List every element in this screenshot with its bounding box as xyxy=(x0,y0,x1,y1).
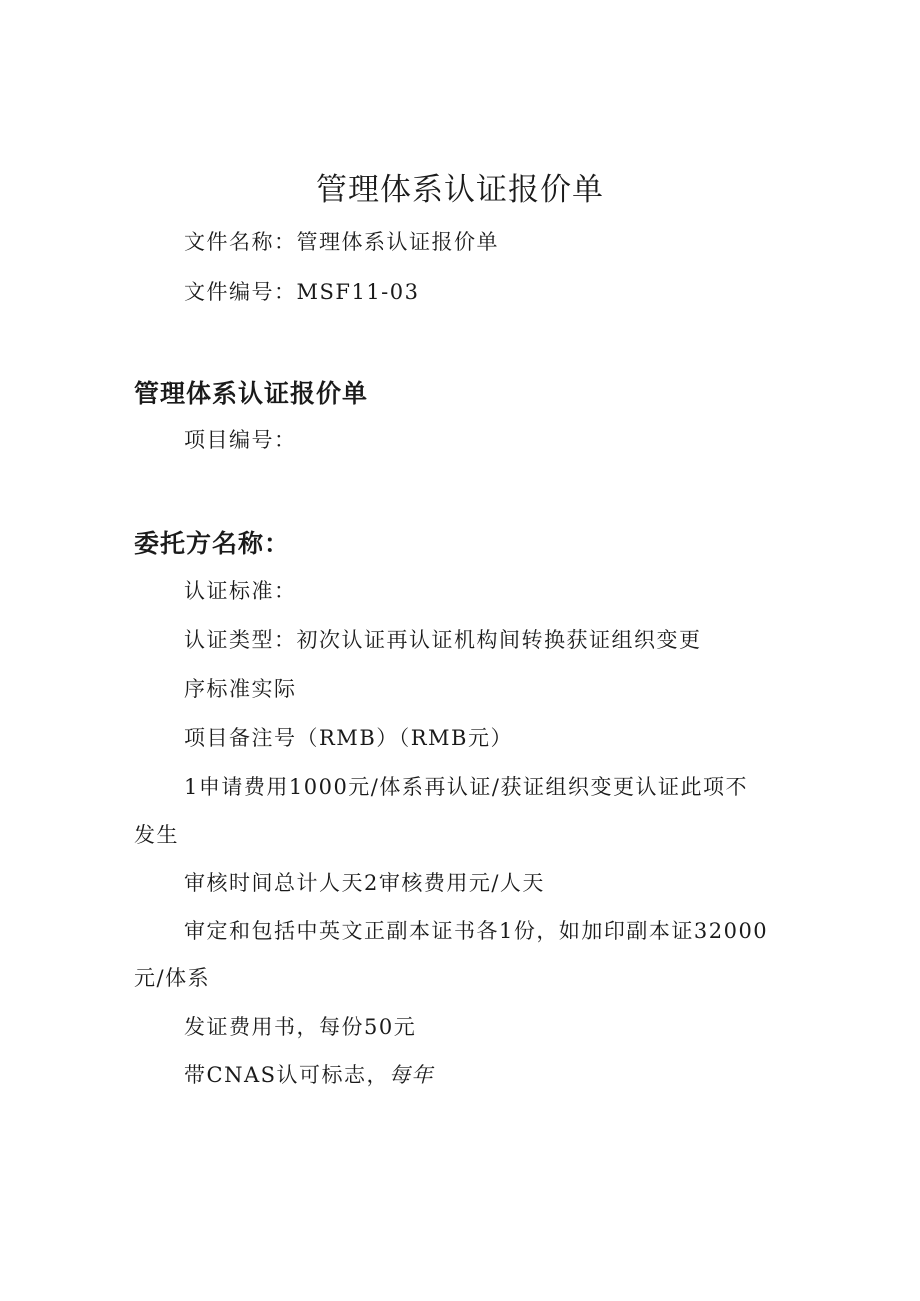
cnas-line-main: 带CNAS认可标志， xyxy=(184,1063,389,1087)
issue-fee-line: 发证费用书，每份50元 xyxy=(184,1015,417,1039)
cnas-line xyxy=(184,1060,434,1090)
certificate-line: 审定和包括中英文正副本证书各1份，如加印副本证32000 xyxy=(184,919,769,943)
certification-standard-line: 认证标准： xyxy=(184,579,297,603)
quote-section-heading: 管理体系认证报价单 xyxy=(134,379,369,408)
certification-type-line: 认证类型：初次认证再认证机构间转换获证组织变更 xyxy=(184,628,702,652)
file-number-line: 文件编号：MSF11-03 xyxy=(184,280,420,304)
application-fee-continuation: 发生 xyxy=(134,823,179,847)
document-title: 管理体系认证报价单 xyxy=(316,172,604,208)
client-section-heading: 委托方名称： xyxy=(134,529,291,558)
application-fee-line: 1申请费用1000元/体系再认证/获证组织变更认证此项不 xyxy=(184,775,748,799)
cnas-line-tail: 每年 xyxy=(389,1063,434,1087)
certificate-continuation: 元/体系 xyxy=(134,966,211,990)
project-remarks-line: 项目备注号（RMB）（RMB元） xyxy=(184,726,513,750)
file-name-line: 文件名称：管理体系认证报价单 xyxy=(184,230,499,254)
audit-time-line: 审核时间总计人天2审核费用元/人天 xyxy=(184,871,545,895)
project-number-line: 项目编号： xyxy=(184,428,297,452)
certification-type-continuation: 序标准实际 xyxy=(184,677,297,701)
